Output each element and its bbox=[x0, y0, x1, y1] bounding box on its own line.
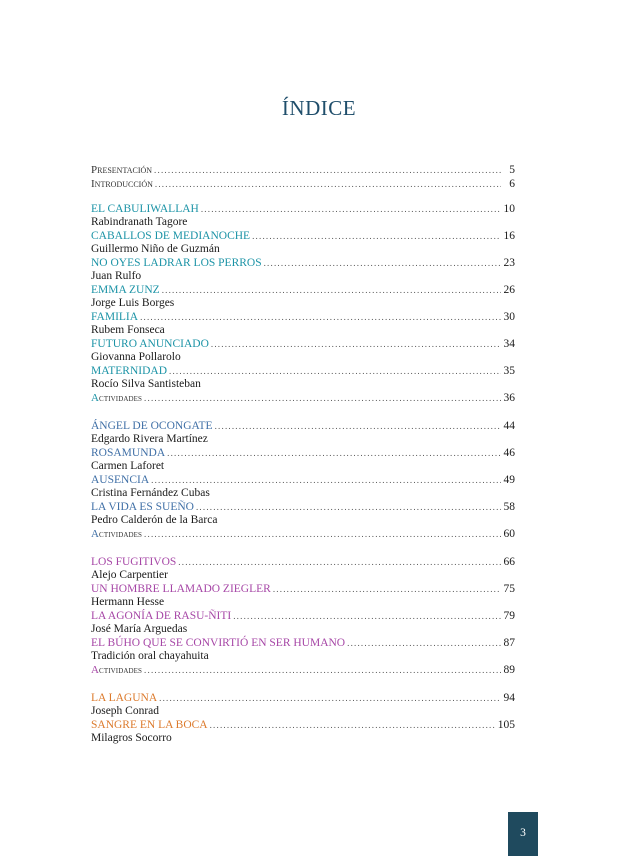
dot-leader bbox=[167, 446, 501, 460]
toc-entry[interactable] bbox=[91, 310, 521, 324]
toc-page-number: 35 bbox=[503, 365, 515, 377]
toc-group-2 bbox=[91, 419, 521, 541]
toc-page-number: 26 bbox=[503, 284, 515, 296]
toc-page-number: 44 bbox=[503, 420, 515, 432]
toc-page-number: 66 bbox=[503, 556, 515, 568]
toc-entry[interactable] bbox=[91, 555, 521, 569]
page-number: 3 bbox=[520, 827, 526, 839]
toc-entry-label: Actividades bbox=[91, 392, 143, 404]
toc-entry-author: Carmen Laforet bbox=[91, 460, 165, 472]
toc-page-number: 6 bbox=[509, 178, 515, 190]
toc-entry-author: Alejo Carpentier bbox=[91, 569, 168, 581]
toc-entry-label: CABALLOS DE MEDIANOCHE bbox=[91, 230, 251, 242]
toc-entry-author: Rubem Fonseca bbox=[91, 324, 165, 336]
toc-entry-label: AUSENCIA bbox=[91, 474, 150, 486]
toc-entry[interactable] bbox=[91, 229, 521, 243]
toc-entry-label: Introducción bbox=[91, 178, 153, 190]
toc-group-1 bbox=[91, 202, 521, 405]
toc-page-number: 10 bbox=[503, 203, 515, 215]
dot-leader bbox=[162, 283, 501, 297]
dot-leader bbox=[154, 163, 501, 177]
toc-entry[interactable] bbox=[91, 609, 521, 623]
dot-leader bbox=[215, 419, 501, 433]
toc-entry-author: Edgardo Rivera Martínez bbox=[91, 433, 208, 445]
toc-entry-label: Actividades bbox=[91, 528, 143, 540]
toc-entry-author: Joseph Conrad bbox=[91, 705, 160, 717]
toc-entry[interactable] bbox=[91, 337, 521, 351]
dot-leader bbox=[347, 636, 501, 650]
toc-entry[interactable] bbox=[91, 691, 521, 705]
toc-page-number: 87 bbox=[503, 637, 515, 649]
dot-leader bbox=[144, 527, 501, 541]
toc-page-number: 5 bbox=[509, 164, 515, 176]
toc-entry-label: EL CABULIWALLAH bbox=[91, 203, 199, 215]
page-title: ÍNDICE bbox=[281, 96, 357, 120]
toc-entry-label: EL BÚHO QUE SE CONVIRTIÓ EN SER HUMANO bbox=[91, 637, 346, 649]
dot-leader bbox=[210, 718, 496, 732]
dot-leader bbox=[155, 177, 501, 191]
toc-entry-label: ÁNGEL DE OCONGATE bbox=[91, 420, 213, 432]
dot-leader bbox=[159, 691, 501, 705]
dot-leader bbox=[273, 582, 501, 596]
toc-entry-label: EMMA ZUNZ bbox=[91, 284, 160, 296]
toc-entry-actividades[interactable] bbox=[91, 527, 521, 541]
toc-entry[interactable] bbox=[91, 500, 521, 514]
toc-page-number: 16 bbox=[503, 230, 515, 242]
toc-page-number: 75 bbox=[503, 583, 515, 595]
toc-page-number: 94 bbox=[503, 692, 515, 704]
toc-entry-author: Pedro Calderón de la Barca bbox=[91, 514, 218, 526]
toc-entry-author: Rabindranath Tagore bbox=[91, 216, 188, 228]
toc-entry-actividades[interactable] bbox=[91, 391, 521, 405]
toc-page-number: 36 bbox=[503, 392, 515, 404]
toc-entry-author: Guillermo Niño de Guzmán bbox=[91, 243, 220, 255]
dot-leader bbox=[140, 310, 501, 324]
dot-leader bbox=[169, 364, 501, 378]
dot-leader bbox=[201, 202, 501, 216]
toc-entry[interactable] bbox=[91, 364, 521, 378]
toc-entry-label: Presentación bbox=[91, 164, 153, 176]
toc-entry-label: NO OYES LADRAR LOS PERROS bbox=[91, 257, 262, 269]
toc-entry-author: Tradición oral chayahuita bbox=[91, 650, 209, 662]
table-of-contents bbox=[91, 163, 521, 759]
toc-entry-author: Hermann Hesse bbox=[91, 596, 165, 608]
dot-leader bbox=[151, 473, 501, 487]
dot-leader bbox=[211, 337, 501, 351]
toc-entry-label: LA VIDA ES SUEÑO bbox=[91, 501, 194, 513]
toc-entry-author: Cristina Fernández Cubas bbox=[91, 487, 210, 499]
toc-page-number: 105 bbox=[497, 719, 515, 731]
dot-leader bbox=[233, 609, 501, 623]
toc-page-number: 46 bbox=[503, 447, 515, 459]
toc-page-number: 23 bbox=[503, 257, 515, 269]
dot-leader bbox=[144, 391, 501, 405]
dot-leader bbox=[144, 663, 501, 677]
dot-leader bbox=[252, 229, 501, 243]
toc-entry-label: FUTURO ANUNCIADO bbox=[91, 338, 209, 350]
dot-leader bbox=[178, 555, 501, 569]
front-matter-group bbox=[91, 163, 521, 191]
page-number-box bbox=[508, 812, 538, 856]
toc-entry-author: Giovanna Pollarolo bbox=[91, 351, 181, 363]
toc-entry-author: José María Arguedas bbox=[91, 623, 188, 635]
toc-entry-label: Actividades bbox=[91, 664, 143, 676]
toc-page-number: 34 bbox=[503, 338, 515, 350]
toc-page-number: 60 bbox=[503, 528, 515, 540]
toc-entry-author: Rocío Silva Santisteban bbox=[91, 378, 201, 390]
toc-page-number: 89 bbox=[503, 664, 515, 676]
dot-leader bbox=[264, 256, 501, 270]
toc-page-number: 49 bbox=[503, 474, 515, 486]
toc-entry[interactable] bbox=[91, 202, 521, 216]
toc-entry-label: ROSAMUNDA bbox=[91, 447, 166, 459]
dot-leader bbox=[196, 500, 501, 514]
toc-entry[interactable] bbox=[91, 473, 521, 487]
toc-entry-author: Jorge Luis Borges bbox=[91, 297, 175, 309]
toc-page-number: 58 bbox=[503, 501, 515, 513]
toc-group-4 bbox=[91, 691, 521, 745]
toc-entry[interactable] bbox=[91, 636, 521, 650]
toc-entry-introduccion[interactable] bbox=[91, 177, 521, 191]
toc-entry-label: MATERNIDAD bbox=[91, 365, 168, 377]
toc-entry[interactable] bbox=[91, 283, 521, 297]
toc-entry-presentacion[interactable] bbox=[91, 163, 521, 177]
toc-entry[interactable] bbox=[91, 582, 521, 596]
toc-entry-author: Juan Rulfo bbox=[91, 270, 142, 282]
toc-page-number: 30 bbox=[503, 311, 515, 323]
toc-entry[interactable] bbox=[91, 419, 521, 433]
toc-entry-author: Milagros Socorro bbox=[91, 732, 172, 744]
toc-group-3 bbox=[91, 555, 521, 677]
toc-entry-actividades[interactable] bbox=[91, 663, 521, 677]
toc-entry[interactable] bbox=[91, 718, 521, 732]
toc-entry[interactable] bbox=[91, 256, 521, 270]
toc-entry-label: LOS FUGITIVOS bbox=[91, 556, 177, 568]
toc-page-number: 79 bbox=[503, 610, 515, 622]
toc-entry-label: UN HOMBRE LLAMADO ZIEGLER bbox=[91, 583, 271, 595]
toc-entry[interactable] bbox=[91, 446, 521, 460]
toc-entry-label: LA AGONÍA DE RASU-ÑITI bbox=[91, 610, 232, 622]
toc-entry-label: FAMILIA bbox=[91, 311, 139, 323]
toc-entry-label: SANGRE EN LA BOCA bbox=[91, 719, 208, 731]
toc-entry-label: LA LAGUNA bbox=[91, 692, 158, 704]
